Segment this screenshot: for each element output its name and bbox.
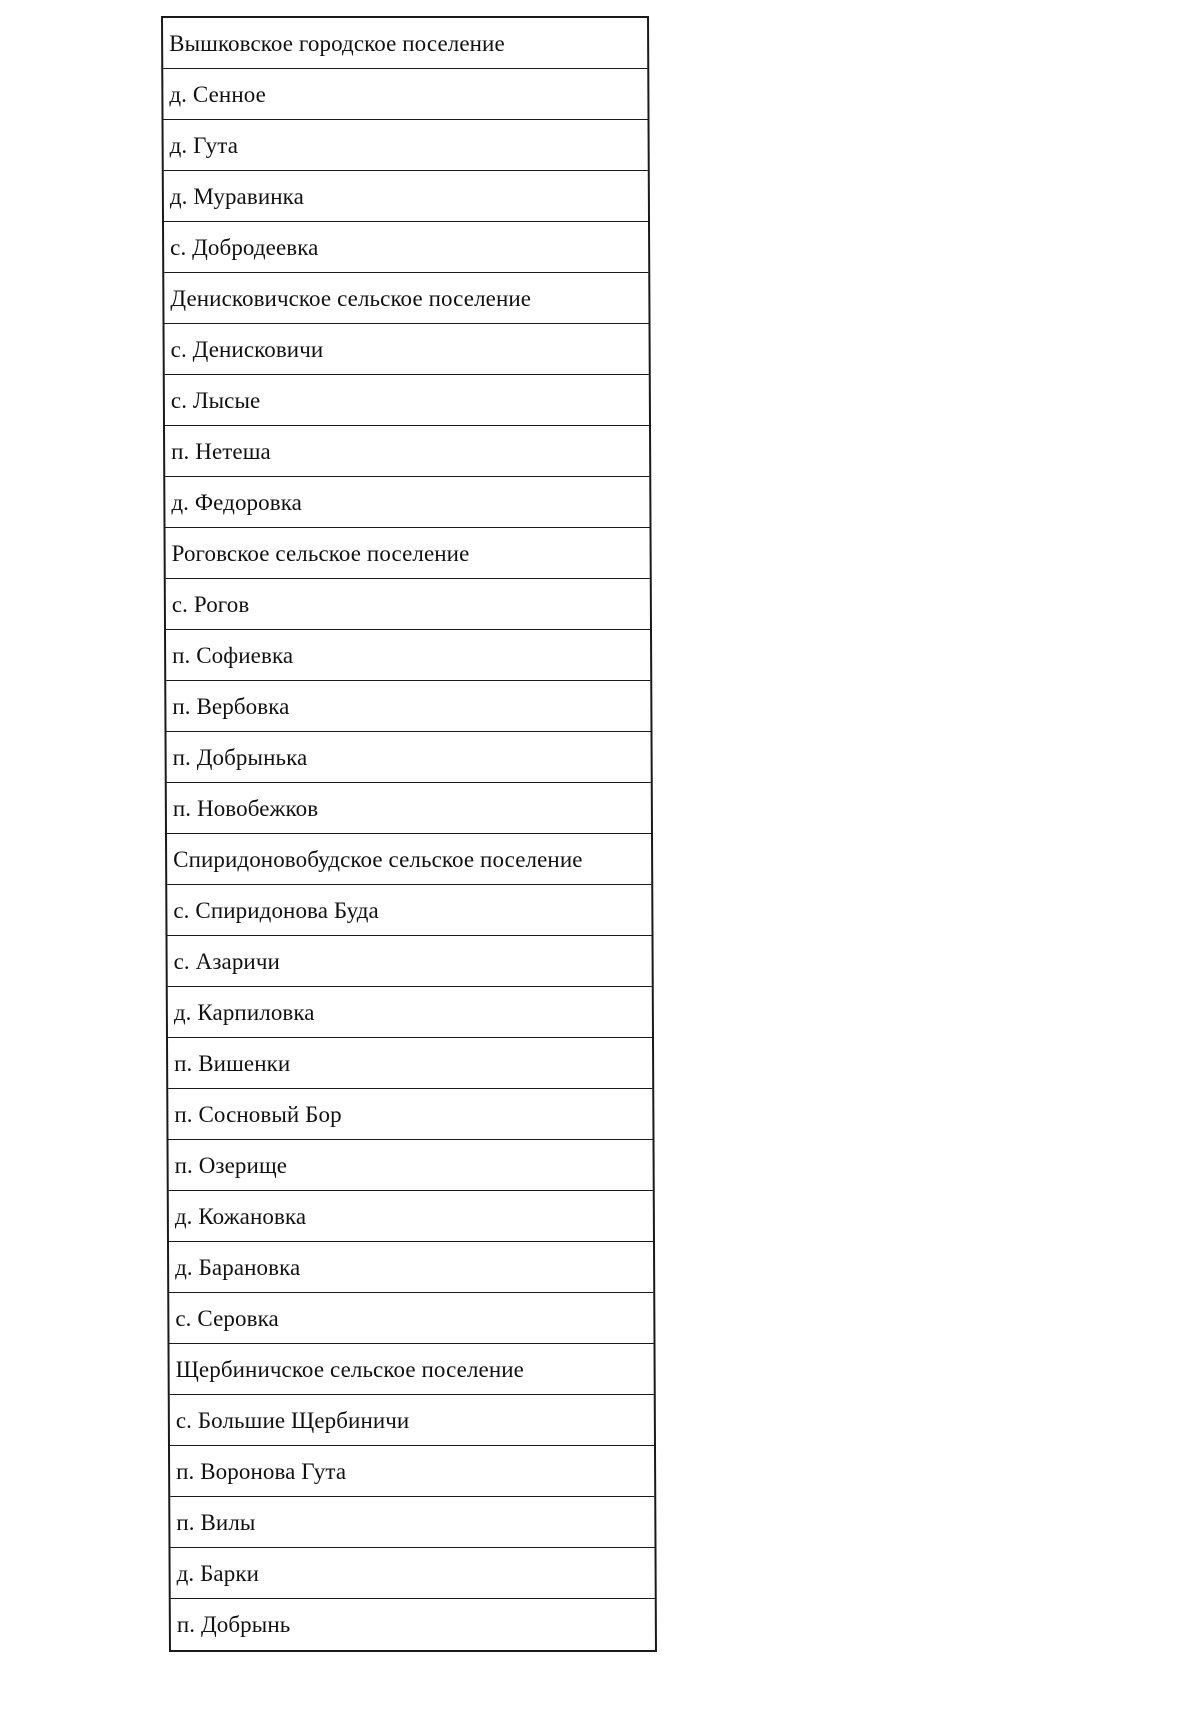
table-cell: с. Денисковичи bbox=[170, 336, 324, 362]
table-cell: п. Вишенки bbox=[174, 1050, 291, 1076]
table-row bbox=[169, 1293, 653, 1344]
table-row bbox=[165, 375, 649, 426]
table-cell: Щербиничское сельское поселение bbox=[175, 1356, 524, 1382]
table-row bbox=[166, 579, 650, 630]
table-row bbox=[163, 69, 647, 120]
table-cell: д. Барановка bbox=[175, 1254, 301, 1280]
table-cell: п. Софиевка bbox=[172, 642, 294, 668]
table-row bbox=[168, 1089, 652, 1140]
table-row bbox=[165, 477, 649, 528]
table-row bbox=[168, 987, 652, 1038]
table-cell: с. Серовка bbox=[175, 1305, 279, 1331]
table-cell: д. Карпиловка bbox=[173, 999, 315, 1025]
table-row bbox=[165, 426, 649, 477]
table-cell: д. Кожановка bbox=[174, 1203, 307, 1229]
table-row bbox=[169, 1191, 653, 1242]
table-cell: п. Нетеша bbox=[171, 438, 271, 464]
table-row bbox=[164, 171, 648, 222]
table-cell: п. Добрынька bbox=[172, 744, 308, 770]
table-cell: Роговское сельское поселение bbox=[171, 540, 470, 566]
table-row bbox=[167, 834, 651, 885]
table-row bbox=[164, 222, 648, 273]
table-cell: д. Федоровка bbox=[171, 489, 302, 515]
table-row bbox=[170, 1548, 654, 1599]
table-cell: д. Муравинка bbox=[169, 183, 304, 209]
table-cell: с. Добродеевка bbox=[170, 234, 319, 260]
table-row bbox=[169, 1242, 653, 1293]
table-cell: п. Озерище bbox=[174, 1152, 288, 1178]
table-row bbox=[168, 1038, 652, 1089]
table-cell: п. Новобежков bbox=[172, 795, 319, 821]
table-row bbox=[168, 1140, 652, 1191]
table-row bbox=[169, 1344, 653, 1395]
table-cell: с. Рогов bbox=[171, 591, 250, 617]
table-cell: с. Лысые bbox=[170, 387, 261, 413]
table-cell: с. Спиридонова Буда bbox=[173, 897, 379, 923]
table-row bbox=[170, 1446, 654, 1497]
table-row bbox=[164, 120, 648, 171]
table-row bbox=[165, 324, 649, 375]
table-cell: п. Добрынь bbox=[176, 1612, 291, 1637]
table-cell: д. Сенное bbox=[169, 81, 266, 107]
table-cell: Спиридоновобудское сельское поселение bbox=[173, 846, 583, 872]
table-row bbox=[167, 936, 651, 987]
table-row bbox=[166, 732, 650, 783]
table-row bbox=[166, 681, 650, 732]
table-cell: Вышковское городское поселение bbox=[169, 30, 505, 56]
table-cell: п. Сосновый Бор bbox=[174, 1101, 342, 1127]
table-cell: с. Азаричи bbox=[173, 948, 280, 974]
table-row bbox=[171, 1599, 655, 1650]
table-cell: п. Вилы bbox=[176, 1509, 256, 1535]
table-cell: д. Гута bbox=[169, 132, 239, 158]
table-row bbox=[166, 528, 650, 579]
table-row bbox=[163, 18, 647, 69]
table-cell: с. Большие Щербиничи bbox=[175, 1407, 410, 1433]
settlements-table bbox=[161, 16, 657, 1652]
table-cell: д. Барки bbox=[176, 1560, 260, 1586]
table-row bbox=[164, 273, 648, 324]
table-row bbox=[166, 630, 650, 681]
table-cell: Денисковичское сельское поселение bbox=[170, 285, 532, 311]
table-row bbox=[170, 1395, 654, 1446]
table-cell: п. Воронова Гута bbox=[176, 1458, 347, 1484]
table-row bbox=[167, 783, 651, 834]
table-row bbox=[170, 1497, 654, 1548]
table-cell: п. Вербовка bbox=[172, 693, 290, 719]
table-row bbox=[167, 885, 651, 936]
